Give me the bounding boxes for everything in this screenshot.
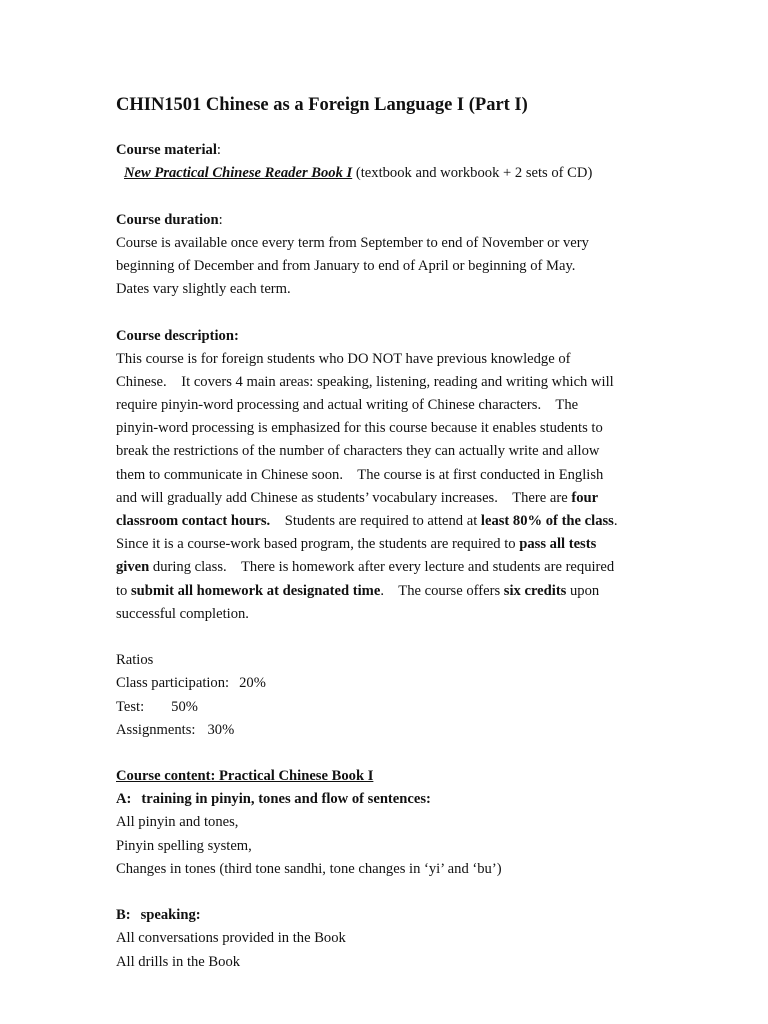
section-b-item-2: All drills in the Book bbox=[116, 953, 241, 970]
description-text: to bbox=[116, 582, 131, 599]
content-heading: Course content: Practical Chinese Book I bbox=[116, 768, 374, 785]
description-line-7 bbox=[116, 487, 696, 510]
ratios-heading: Ratios bbox=[116, 652, 154, 669]
material-heading-line bbox=[116, 139, 696, 162]
duration-line-1: Course is available once every term from September to end of November or very bbox=[116, 234, 589, 251]
content-heading-line bbox=[116, 765, 696, 788]
description-text: . bbox=[613, 513, 618, 529]
description-line-11 bbox=[116, 580, 696, 603]
ratio-item-test bbox=[116, 696, 696, 719]
description-line-3: require pinyin-word processing and actual writing of Chinese characters. The bbox=[116, 397, 579, 414]
ratio-label: Assignments: bbox=[116, 721, 196, 738]
emphasis-text: submit all homework at designated time bbox=[131, 582, 381, 599]
emphasis-text: four bbox=[571, 489, 599, 506]
textbook-title: New Practical Chinese Reader Book I bbox=[124, 165, 353, 182]
description-line-4: pinyin-word processing is emphasized for this course because it enables students to bbox=[116, 420, 603, 437]
material-line bbox=[116, 162, 696, 185]
description-text: upon bbox=[566, 582, 600, 599]
duration-line-2: beginning of December and from January to end of April or beginning of May. bbox=[116, 257, 576, 274]
description-line-8 bbox=[116, 510, 696, 533]
course-title: CHIN1501 Chinese as a Foreign Language I (Part I) bbox=[116, 95, 528, 115]
section-b-item-1: All conversations provided in the Book bbox=[116, 930, 346, 947]
duration-heading: Course duration bbox=[116, 211, 219, 228]
description-text: Students are required to attend at bbox=[270, 513, 481, 529]
emphasis-text: given bbox=[116, 559, 150, 576]
section-a-item-3: Changes in tones (third tone sandhi, tone changes in ‘yi’ and ‘bu’) bbox=[116, 860, 502, 877]
description-text: Since it is a course-work based program, the students are required to bbox=[116, 536, 520, 553]
document-body bbox=[116, 139, 696, 974]
duration-line-3: Dates vary slightly each term. bbox=[116, 281, 291, 298]
description-text: and will gradually add Chinese as students’ vocabulary increases. There are bbox=[116, 489, 572, 506]
description-line-1: This course is for foreign students who DO NOT have previous knowledge of bbox=[116, 350, 571, 367]
description-heading: Course description: bbox=[116, 327, 239, 344]
section-b-title: speaking: bbox=[140, 907, 201, 924]
section-a-heading bbox=[116, 788, 696, 811]
material-colon: : bbox=[216, 142, 221, 158]
ratio-value: 30% bbox=[207, 721, 235, 738]
description-line-6: them to communicate in Chinese soon. The course is at first conducted in English bbox=[116, 466, 604, 483]
duration-heading-line bbox=[116, 209, 696, 232]
emphasis-text: six credits bbox=[503, 582, 567, 599]
material-heading: Course material bbox=[116, 142, 217, 158]
ratio-value: 50% bbox=[171, 698, 198, 715]
description-line-2: Chinese. It covers 4 main areas: speaking, listening, reading and writing which will bbox=[116, 373, 614, 390]
emphasis-text: least 80% of the class bbox=[480, 513, 614, 529]
description-line-9 bbox=[116, 533, 696, 556]
section-b-label: B: bbox=[116, 907, 131, 924]
ratio-label: Class participation: bbox=[116, 675, 230, 692]
description-line-12: successful completion. bbox=[116, 605, 249, 622]
section-a-item-2: Pinyin spelling system, bbox=[116, 837, 252, 854]
description-text: . The course offers bbox=[380, 582, 504, 599]
description-line-5: break the restrictions of the number of characters they can actually write and allow bbox=[116, 443, 600, 460]
ratio-label: Test: bbox=[116, 698, 145, 715]
section-a-item-1: All pinyin and tones, bbox=[116, 814, 239, 831]
ratio-value: 20% bbox=[239, 675, 266, 692]
ratio-item-assignments bbox=[116, 719, 696, 742]
description-text: during class. There is homework after every lecture and students are required bbox=[149, 559, 615, 576]
section-b-heading bbox=[116, 904, 696, 927]
description-heading-line bbox=[116, 325, 696, 348]
material-details: (textbook and workbook + 2 sets of CD) bbox=[352, 165, 593, 182]
section-a-title: training in pinyin, tones and flow of sentences: bbox=[141, 791, 431, 808]
emphasis-text: classroom contact hours. bbox=[116, 513, 271, 529]
section-a-label: A: bbox=[116, 791, 132, 808]
emphasis-text: pass all tests bbox=[519, 536, 597, 553]
description-line-10 bbox=[116, 556, 696, 579]
duration-colon: : bbox=[218, 211, 223, 228]
ratio-item-participation bbox=[116, 672, 696, 695]
